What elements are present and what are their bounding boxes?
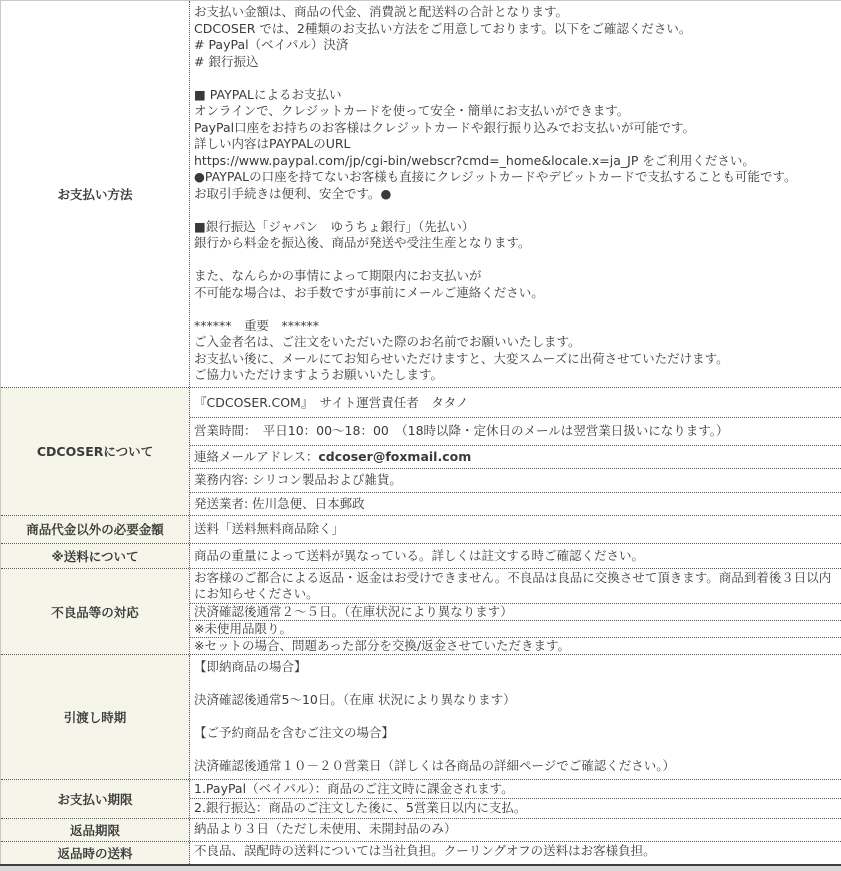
text-line: お取引手続きは便利、安全です。● bbox=[194, 185, 392, 201]
table-row-return-shipping bbox=[1, 842, 841, 864]
table-row-about bbox=[1, 388, 841, 517]
contact-email-address: cdcoser@foxmail.com bbox=[318, 448, 472, 464]
blank-line bbox=[194, 202, 837, 219]
blank-line bbox=[194, 70, 837, 87]
extra-fees-content bbox=[190, 516, 841, 543]
row-header-payment-method: お支払い方法 bbox=[1, 1, 190, 387]
row-header-return-shipping: 返品時の送料 bbox=[1, 842, 190, 864]
text-line: 詳しい内容はPAYPALのURL bbox=[194, 136, 351, 151]
table-row-extra-fees bbox=[1, 516, 841, 544]
return-shipping-content bbox=[190, 842, 841, 864]
delivery-cell bbox=[190, 655, 841, 779]
payment-method-content bbox=[190, 1, 841, 387]
text-line: また、なんらかの事情によって期限内にお支払いが bbox=[194, 268, 482, 283]
row-header-delivery: 引渡し時期 bbox=[1, 655, 190, 779]
site-operator-text: 『CDCOSER.COM』 サイト運営責任者 タタノ bbox=[194, 394, 469, 410]
about-content bbox=[190, 388, 841, 516]
extra-fees-cell bbox=[190, 516, 841, 543]
text-line: 銀行から料金を振込後、商品が発送や受注生産となります。 bbox=[194, 235, 531, 250]
row-header-about: CDCOSERについて bbox=[1, 388, 190, 516]
text-line: ■銀行振込「ジャパン ゆうちょ銀行」（先払い） bbox=[194, 218, 475, 234]
delivery-instock-text: 決済確認後通常5～10日。（在庫 状況により異なります） bbox=[194, 692, 516, 707]
table-row-payment-deadline bbox=[1, 780, 841, 819]
row-header-payment-deadline: お支払い期限 bbox=[1, 780, 190, 818]
table-row-return-deadline bbox=[1, 819, 841, 842]
about-contact-cell bbox=[190, 446, 841, 470]
shipping-note-cell bbox=[190, 544, 841, 569]
about-hours-cell bbox=[190, 418, 841, 446]
text-line: オンラインで、クレジットカードを使って安全・簡単にお支払いができます。 bbox=[194, 103, 630, 118]
return-deadline-content bbox=[190, 819, 841, 841]
extra-fees-text: 送料「送料無料商品除く」 bbox=[194, 521, 345, 536]
return-deadline-cell bbox=[190, 819, 841, 840]
defects-content bbox=[190, 569, 841, 654]
about-business-cell bbox=[190, 469, 841, 493]
text-line: ●PAYPALの口座を持てないお客様も直接にクレジットカードやデビットカードで支払することも可能です。 bbox=[194, 169, 797, 184]
blank-line bbox=[194, 252, 837, 269]
business-description-text: 業務内容: シリコン製品および雑貨。 bbox=[194, 472, 402, 487]
return-shipping-cell bbox=[190, 842, 841, 860]
blank-line bbox=[194, 742, 837, 759]
payment-deadline-content bbox=[190, 780, 841, 818]
blank-line bbox=[194, 709, 837, 726]
table-row-shipping-note bbox=[1, 544, 841, 570]
blank-line bbox=[194, 301, 837, 318]
business-hours-text: 営業時間： 平日10：00～18：00 （18時以降・定休日のメールは翌営業日扱いになります。） bbox=[194, 423, 729, 438]
delivery-preorder-heading: 【ご予約商品を含むご注文の場合】 bbox=[194, 725, 395, 740]
row-header-shipping-note: ※送料について bbox=[1, 544, 190, 569]
table-row-defects bbox=[1, 569, 841, 655]
blank-line bbox=[194, 676, 837, 693]
contact-email-line bbox=[194, 449, 837, 466]
text-line: ご協力いただけますようお願いいたします。 bbox=[194, 367, 444, 382]
defects-unused-text: ※未使用品限り。 bbox=[194, 621, 292, 636]
text-line: ご入金者名は、ご注文をいただいた際のお名前でお願いいたします。 bbox=[194, 334, 581, 349]
payment-method-cell bbox=[190, 1, 841, 387]
text-line: ■ PAYPALによるお支払い bbox=[194, 86, 342, 102]
table-row-delivery bbox=[1, 655, 841, 780]
payment-deadline-bank-cell bbox=[190, 799, 841, 818]
shipping-carrier-text: 発送業者: 佐川急便、日本郵政 bbox=[194, 495, 365, 511]
defects-policy-text: お客様のご都合による返品・返金はお受けできません。不良品は良品に交換させて頂きます。商品到着後３日以内にお知らせください。 bbox=[194, 570, 832, 601]
payment-deadline-bank-text: 2.銀行振込：商品のご注文した後に、5営業日以内に支払。 bbox=[194, 800, 527, 815]
delivery-instock-heading: 【即納商品の場合】 bbox=[194, 659, 307, 674]
table-row-payment-method bbox=[1, 1, 841, 388]
contact-email-label: 連絡メールアドレス： bbox=[194, 448, 319, 464]
text-line: PayPal口座をお持ちのお客様はクレジットカードや銀行振り込みでお支払いが可能です。 bbox=[194, 119, 695, 135]
defects-set-text: ※セットの場合、問題あった部分を交換/返金させていただきます。 bbox=[194, 638, 571, 653]
text-line: 不可能な場合は、お手数ですが事前にメールご連絡ください。 bbox=[194, 284, 544, 300]
row-header-return-deadline: 返品期限 bbox=[1, 819, 190, 841]
page-bottom-strip bbox=[0, 866, 841, 871]
defects-processing-text: 決済確認後通常２～５日。（在庫状況により異なります） bbox=[194, 604, 513, 619]
defects-processing-cell bbox=[190, 604, 841, 621]
defects-policy-cell bbox=[190, 569, 841, 604]
row-header-defects: 不良品等の対応 bbox=[1, 569, 190, 654]
defects-unused-cell bbox=[190, 621, 841, 638]
delivery-preorder-text: 決済確認後通常１０－２０営業日（詳しくは各商品の詳細ページでご確認ください。） bbox=[194, 758, 676, 773]
return-deadline-text: 納品より３日（ただし未使用、未開封品のみ） bbox=[194, 820, 457, 836]
about-site-cell bbox=[190, 388, 841, 419]
payment-deadline-paypal-cell bbox=[190, 780, 841, 800]
paypal-url-text: https://www.paypal.com/jp/cgi-bin/webscr?cmd=_home&locale.x=ja_JP をご利用ください。 bbox=[194, 152, 755, 168]
text-line: # PayPal（ベイパル）決済 bbox=[194, 37, 349, 52]
return-shipping-text: 不良品、誤配時の送料については当社負担。クーリングオフの送料はお客様負担。 bbox=[194, 842, 656, 858]
text-line: CDCOSER では、2種類のお支払い方法をご用意しております。以下をご確認ください。 bbox=[194, 20, 692, 36]
delivery-content bbox=[190, 655, 841, 779]
shipping-note-text: 商品の重量によって送料が異なっている。詳しくは註文する時ご確認ください。 bbox=[194, 547, 645, 563]
text-line: # 銀行振込 bbox=[194, 53, 259, 69]
text-line: お支払い後に、メールにてお知らせいただけますと、大変スムーズに出荷させていただけます。 bbox=[194, 350, 729, 366]
shipping-note-content bbox=[190, 544, 841, 569]
text-line: お支払い金額は、商品の代金、消費説と配送料の合計となります。 bbox=[194, 4, 569, 19]
defects-set-cell bbox=[190, 638, 841, 654]
payment-deadline-paypal-text: 1.PayPal（ベイパル）：商品のご注文時に課金されます。 bbox=[194, 780, 514, 796]
important-note-heading: ****** 重要 ****** bbox=[194, 317, 320, 333]
row-header-extra-fees: 商品代金以外の必要金額 bbox=[1, 516, 190, 543]
about-carrier-cell bbox=[190, 493, 841, 516]
